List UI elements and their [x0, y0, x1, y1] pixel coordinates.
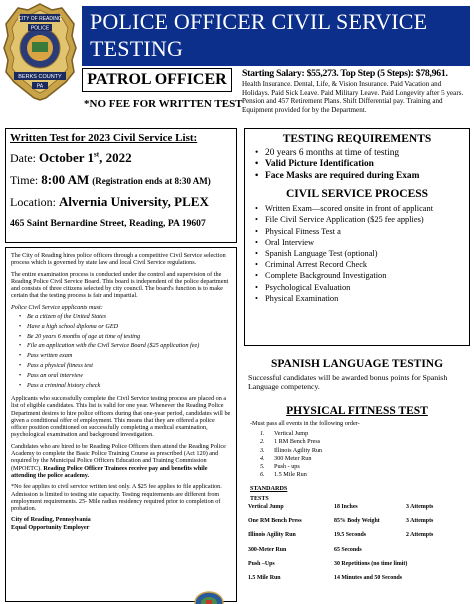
list-item: • Pass an oral interview — [19, 372, 231, 379]
academy-pay-note: Reading Police Officer Trainees receive pay and benefits while attending the police academy. — [11, 464, 208, 479]
time-note: (Registration ends at 8:30 AM) — [92, 176, 211, 186]
badge-middle-text: POLICE — [30, 25, 50, 32]
list-item: • Physical Examination — [253, 293, 465, 304]
tests-label: TESTS — [250, 495, 269, 502]
badge-state-text: PA — [36, 83, 44, 90]
physical-fitness-title: PHYSICAL FITNESS TEST — [286, 405, 428, 417]
table-row: Push –Ups 30 Repetitions (no time limit) — [248, 560, 408, 567]
list-item: • Spanish Language Test (optional) — [253, 248, 465, 259]
no-fee-note: *NO FEE FOR WRITTEN TEST — [84, 98, 243, 110]
page-title-line1: POLICE OFFICER CIVIL SERVICE — [90, 9, 428, 34]
location-value: Alvernia University, PLEX — [58, 194, 209, 209]
location-label: Location: — [10, 195, 56, 209]
test-date — [10, 150, 232, 166]
list-item: 5. Push - ups — [260, 463, 300, 471]
list-item: 1. Vertical Jump — [260, 430, 309, 437]
date-sup: st — [94, 150, 100, 159]
test-address: 465 Saint Bernardine Street, Reading, PA 19607 — [10, 218, 206, 229]
table-row: One RM Bench Press 85% Body Weight 3 Attempts — [248, 518, 434, 525]
footer-city: City of Reading, Pennsylvania — [11, 516, 91, 524]
list-item: • Oral Interview — [253, 237, 465, 248]
city-seal-icon — [194, 591, 224, 604]
civil-service-process-list — [253, 203, 465, 304]
table-row: 300-Meter Run 65 Seconds — [248, 546, 362, 553]
list-item: • Pass a criminal history check — [19, 382, 231, 389]
time-label: Time: — [10, 173, 39, 187]
list-item: • Psychological Evaluation — [253, 282, 465, 293]
list-item: 2. 1 RM Bench Press — [260, 438, 321, 446]
info-paragraph: *No fee applies to civil service written test only. A $25 fee applies to file application. Admission is limited to testing site capacity. Testing requirements are different from employment requirements. 25- Mile radius residency required prior to completion of probation. — [11, 483, 222, 513]
list-item: • Physical Fitness Test a — [253, 226, 465, 237]
salary-benefits — [240, 68, 472, 118]
date-value: October 1 — [39, 150, 94, 165]
list-item: • File an application with the Civil Service Board ($25 application fee) — [19, 342, 231, 349]
test-time — [10, 172, 232, 188]
pft-order-note: -Must pass all events in the following order- — [250, 420, 360, 427]
written-test-panel — [5, 128, 237, 243]
spanish-testing-text: Successful candidates will be awarded bonus points for Spanish Language competency. — [248, 373, 448, 391]
standards-label: STANDARDS — [250, 484, 288, 492]
table-row: Vertical Jump 18 Inches 3 Attempts — [248, 503, 434, 510]
pft-events-list — [260, 430, 470, 480]
info-paragraph: Applicants who successfully complete the Civil Service testing process are placed on a list of eligible candidates. This list is valid for one year. Whenever the Reading Police Department desires to hire police officers during that one-year period, candidates will be given a conditional offer of employment. This means that they are offered a police officer position conditioned on successfully completing a medical examination, psychological examination and background investigation. — [11, 394, 231, 439]
page-title-banner — [82, 6, 470, 66]
list-item: 4. 300 Meter Run — [260, 454, 312, 462]
page-title-line2: TESTING — [90, 36, 184, 61]
requirements-intro: Police Civil Service applicants must: — [11, 303, 103, 311]
list-item: • Pass written exam — [19, 352, 231, 359]
standards-table — [248, 504, 464, 590]
right-column — [244, 128, 470, 590]
info-panel — [5, 247, 237, 602]
table-row: Illinois Agility Run 19.5 Seconds 2 Attempts — [248, 532, 434, 539]
list-item: • Pass a physical fitness test — [19, 362, 231, 369]
list-item: 3. Illinois Agility Run — [260, 446, 323, 454]
list-item: • Criminal Arrest Record Check — [253, 259, 465, 270]
date-label: Date: — [10, 151, 36, 165]
list-item: • Be 20 years 6 months of age at time of testing — [19, 333, 231, 340]
written-test-title: Written Test for 2023 Civil Service List: — [10, 132, 198, 144]
badge-bottom-text: BERKS COUNTY — [18, 74, 62, 80]
list-item: • File Civil Service Application ($25 fee applies) — [253, 214, 465, 225]
salary-heading: Starting Salary: $55,273. Top Step (5 Steps): $78,961. — [242, 68, 448, 79]
info-paragraph — [11, 443, 231, 479]
academy-text: Candidates who are hired to be Reading Police Officers then attend the Reading Police Academy to complete the Basic Police Training Course as prescribed (Act 120) and required by the Municipal Police Officers Education and Training Commission (MPOETC). — [11, 442, 226, 472]
civil-service-process-title: CIVIL SERVICE PROCESS — [285, 188, 429, 201]
list-item: • Valid Picture Identification — [253, 159, 465, 170]
list-item: 6. 1.5 Mile Run — [260, 471, 307, 479]
police-badge-logo — [2, 2, 78, 102]
position-title: PATROL OFFICER — [82, 68, 232, 92]
date-year: , 2022 — [99, 150, 132, 165]
list-item: • Be a citizen of the United States — [19, 313, 231, 320]
testing-requirements-title: TESTING REQUIREMENTS — [282, 133, 432, 145]
benefits-text: Health Insurance. Dental, Life, & Vision Insurance. Paid Vacation and Holidays. Paid Sick Leave. Paid Military Leave. Paid Longevity after 5 years. Pension and 457 Retirement Plans. Shift Differential pay. Training and Equipment provided for by the Department. — [242, 80, 464, 114]
testing-requirements-list — [253, 148, 465, 182]
info-paragraph: The entire examination process is conducted under the control and supervision of the Reading Police Civil Service Board. This board is independent of the police department and consists of three citizens selected by city council. The board's function is to make certain that the testing process is fair and impartial. — [11, 270, 229, 300]
list-item: • 20 years 6 months at time of testing — [253, 148, 465, 159]
test-location — [10, 194, 232, 210]
list-item: • Have a high school diploma or GED — [19, 323, 231, 330]
table-row: 1.5 Mile Run 14 Minutes and 50 Seconds — [248, 575, 403, 582]
list-item: • Written Exam—scored onsite in front of applicant — [253, 203, 465, 214]
footer-eoe: Equal Opportunity Employer — [11, 523, 90, 531]
list-item: • Face Masks are required during Exam — [253, 171, 465, 182]
applicant-requirements-list — [19, 313, 231, 389]
badge-top-text: CITY OF READING — [18, 16, 62, 22]
requirements-panel — [244, 128, 470, 346]
time-value: 8:00 AM — [41, 172, 90, 187]
list-item: • Complete Background Investigation — [253, 270, 465, 281]
spanish-testing-title: SPANISH LANGUAGE TESTING — [270, 358, 444, 370]
info-paragraph: The City of Reading hires police officers through a competitive Civil Service selection process which is governed by state law and local Civil Service regulations. — [11, 252, 226, 267]
